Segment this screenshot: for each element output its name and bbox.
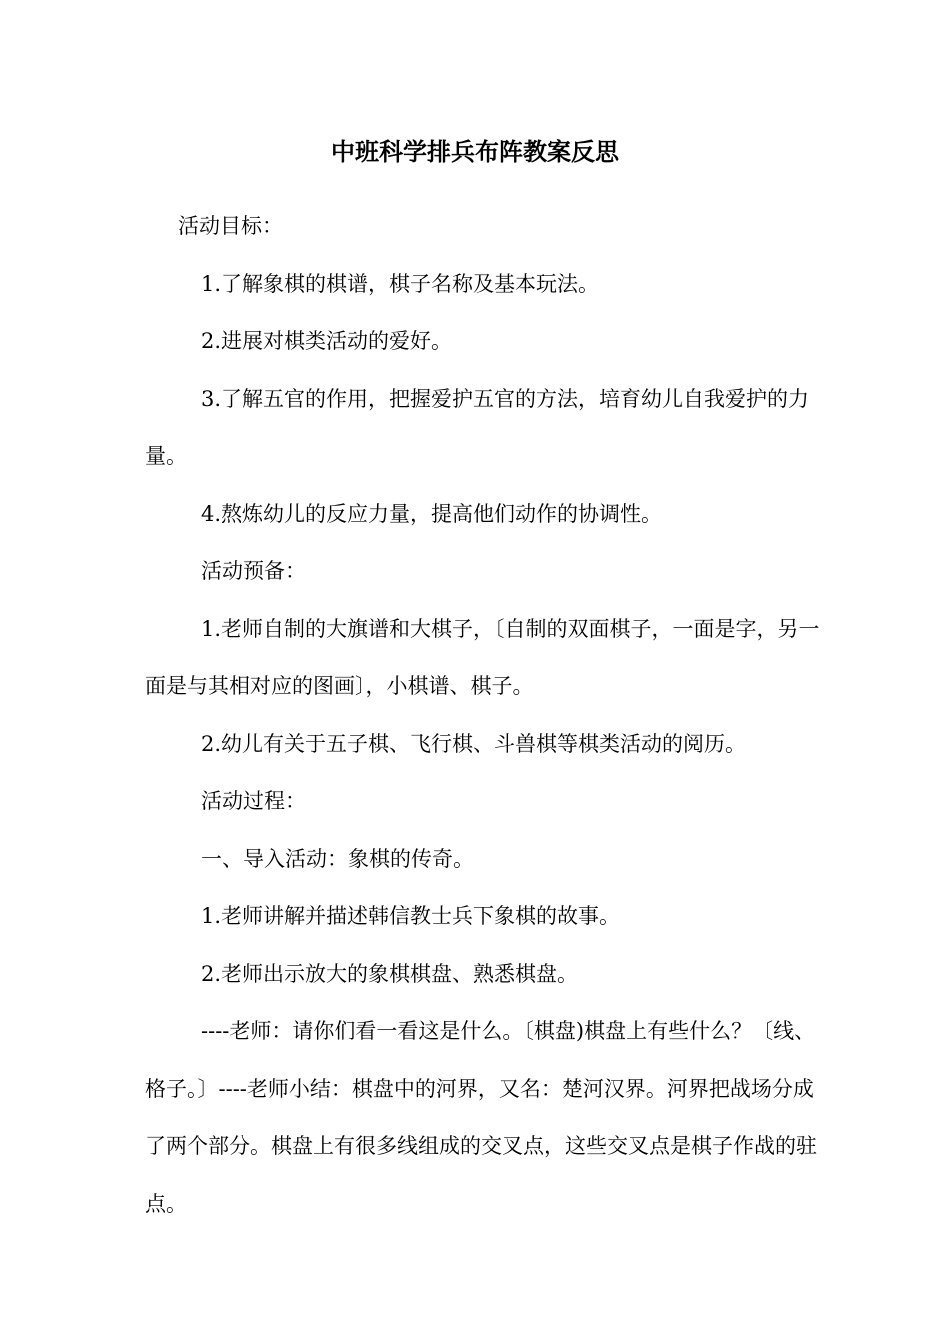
paragraph-goal-3: 3.了解五官的作用，把握爱护五官的方法，培育幼儿自我爱护的力量。 [145, 386, 810, 468]
paragraph-process-heading: 活动过程： [201, 789, 306, 813]
paragraph-teacher-dialogue: ----老师：请你们看一看这是什么。〔棋盘)棋盘上有些什么？〔线、格子。〕----老师小结：棋盘中的河界，又名：楚河汉界。河界把战场分成了两个部分。棋盘上有很多线组成的交叉点，这些交叉点是棋子作战的驻点。 [145, 1019, 817, 1216]
paragraph-goal-1: 1.了解象棋的棋谱，棋子名称及基本玩法。 [201, 271, 600, 296]
paragraph-preparation-1: 1.老师自制的大旗谱和大棋子，〔自制的双面棋子，一面是字，另一面是与其相对应的图画〕，小棋谱、棋子。 [145, 616, 820, 698]
document-title: 中班科学排兵布阵教案反思 [331, 137, 619, 166]
paragraph-preparation-2: 2.幼儿有关于五子棋、飞行棋、斗兽棋等棋类活动的阅历。 [201, 731, 747, 756]
paragraph-process-step-1: 1.老师讲解并描述韩信教士兵下象棋的故事。 [201, 904, 621, 928]
paragraph-process-section-1: 一、导入活动：象棋的传奇。 [201, 846, 474, 871]
paragraph-preparation-heading: 活动预备： [201, 559, 306, 583]
paragraph-activity-goals-heading: 活动目标： [178, 214, 283, 238]
document-body [145, 198, 825, 1233]
paragraph-goal-2: 2.进展对棋类活动的爱好。 [201, 329, 453, 353]
paragraph-process-step-2: 2.老师出示放大的象棋棋盘、熟悉棋盘。 [201, 961, 579, 986]
paragraph-goal-4: 4.熬炼幼儿的反应力量，提高他们动作的协调性。 [201, 501, 663, 526]
